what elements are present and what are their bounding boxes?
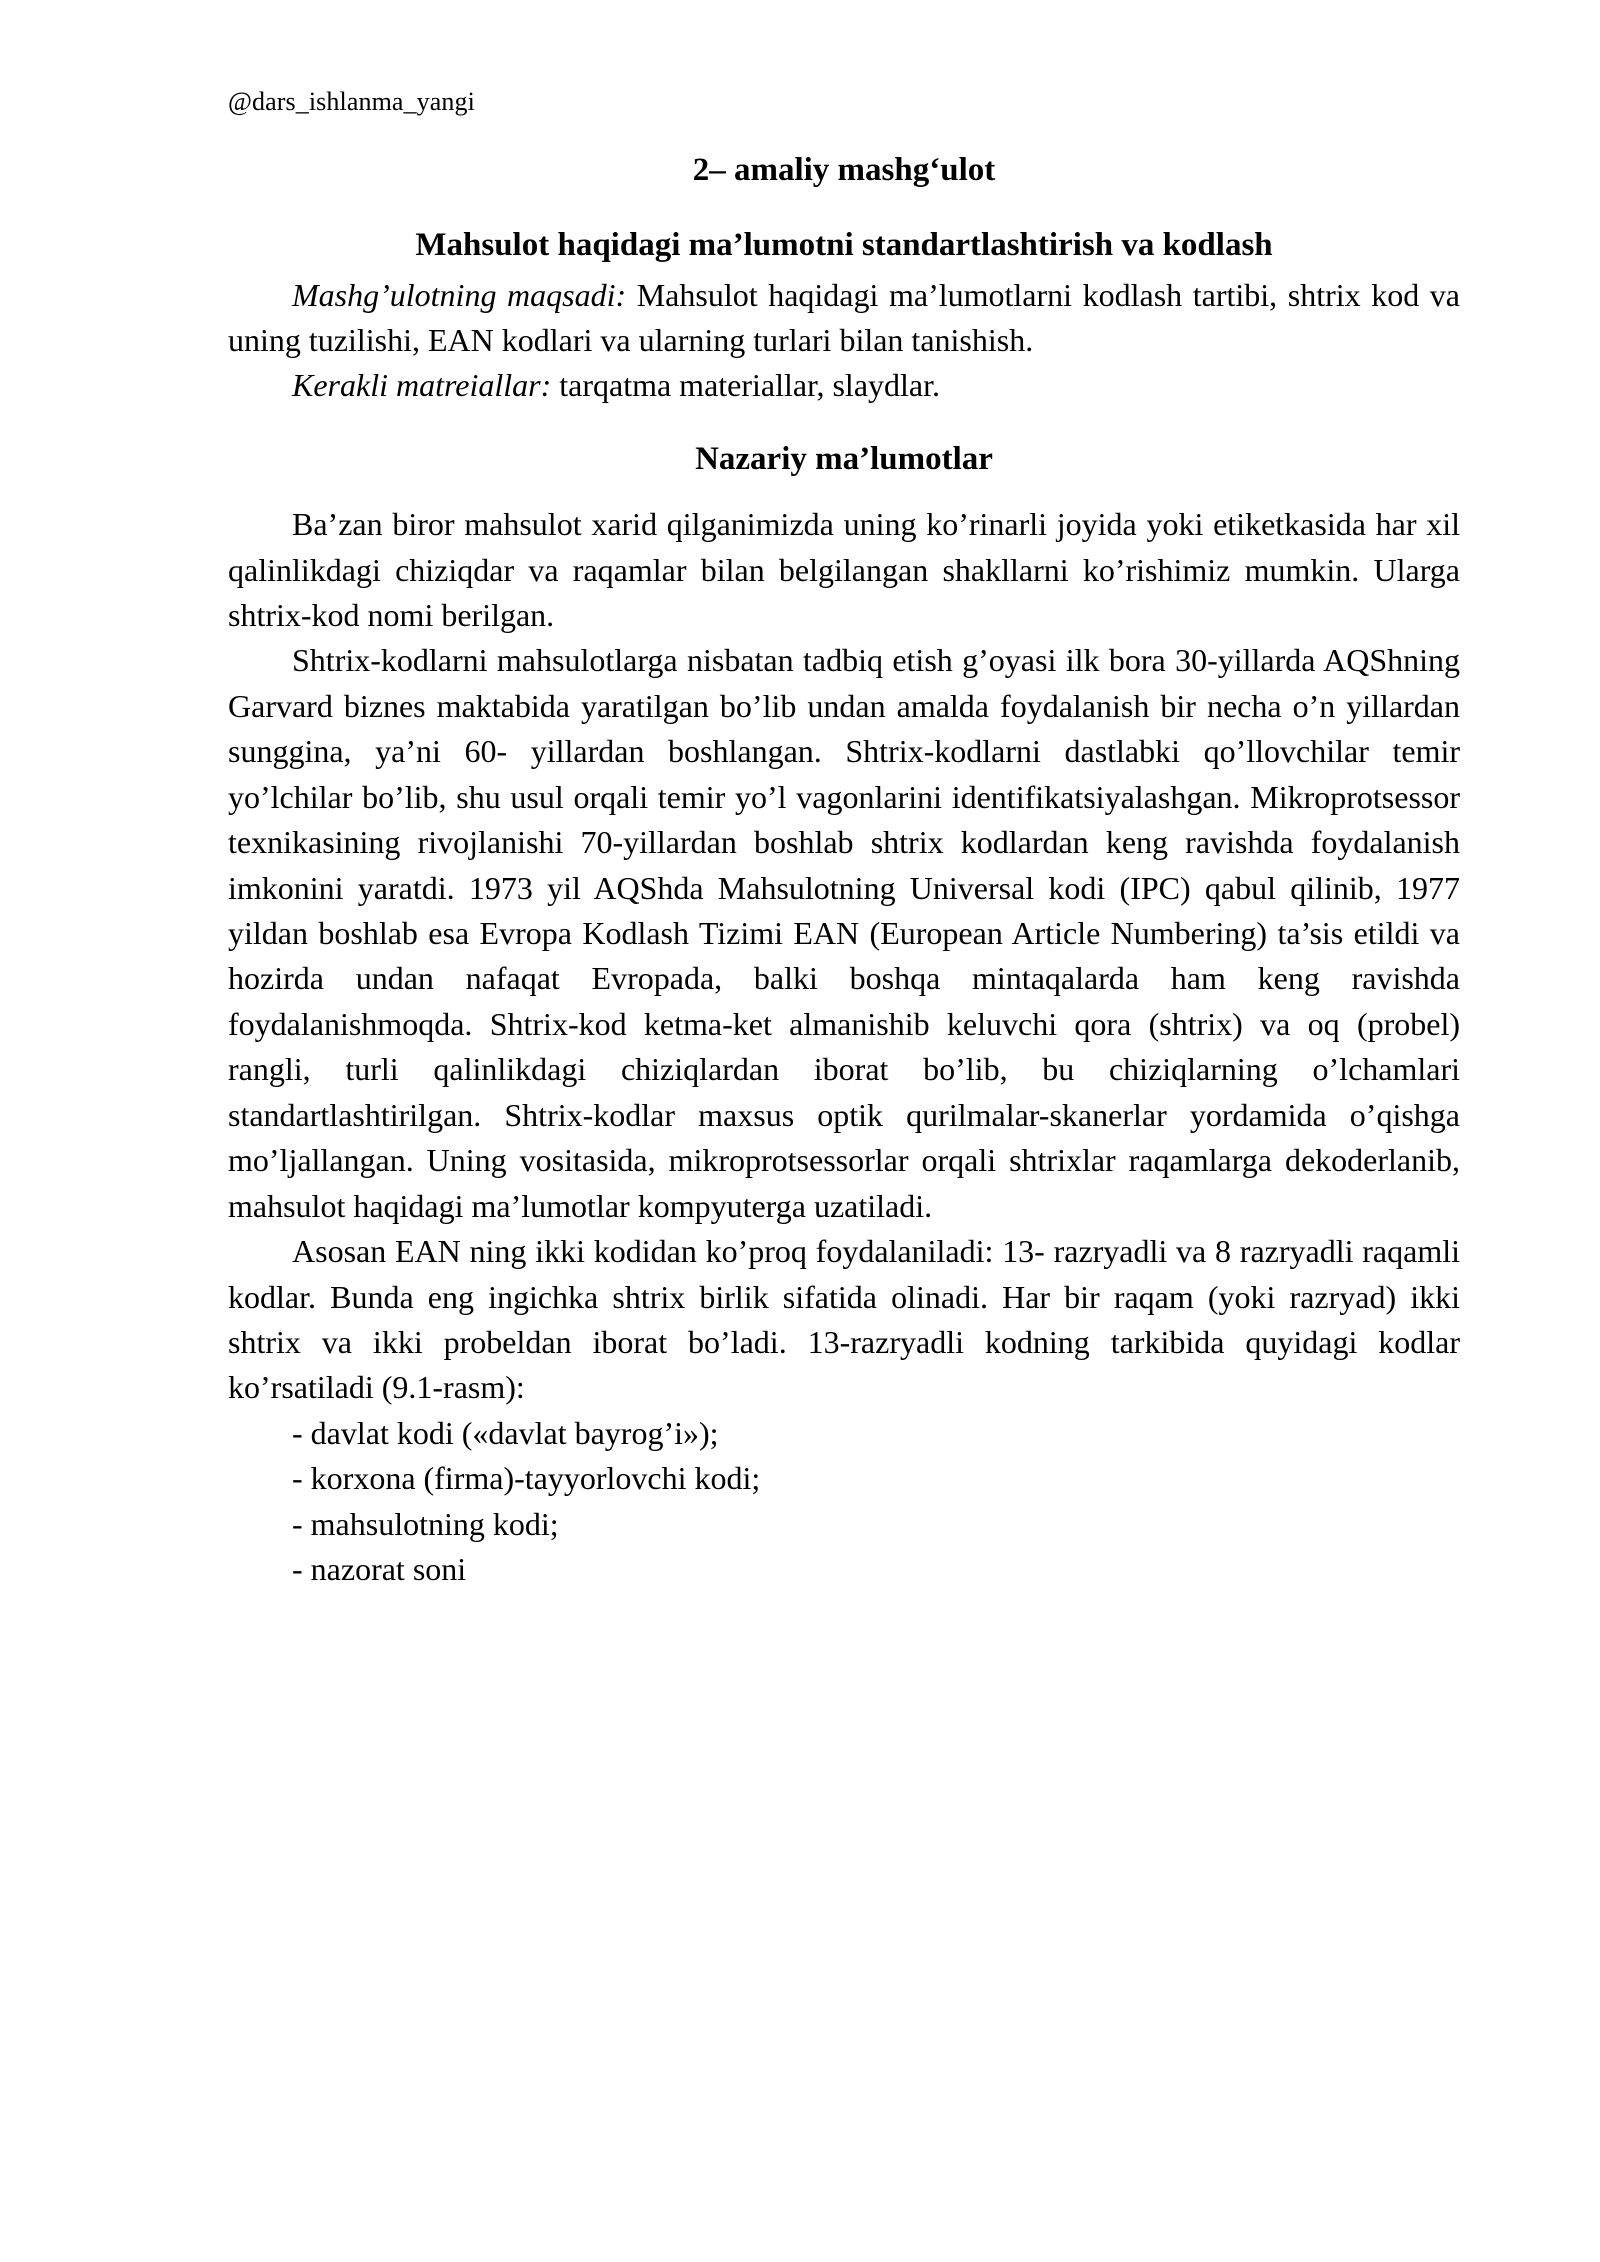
purpose-text: Mahsulot haqidagi ma’lumotlarni kodlash tartibi, shtrix kod va uning tuzilishi, EAN kodlari va ularning turlari bilan tanishish. bbox=[228, 276, 1461, 358]
list-item: - nazorat soni bbox=[292, 1551, 467, 1588]
list-item: - korxona (firma)-tayyorlovchi kodi; bbox=[292, 1460, 761, 1497]
body-paragraph-1: Ba’zan biror mahsulot xarid qilganimizda uning ko’rinarli joyida yoki etiketkasida har xil qalinlikdagi chiziqdar va raqamlar bilan belgilangan shakllarni ko’rishimiz mumkin. Ularga shtrix-kod nomi berilgan. bbox=[228, 506, 1460, 633]
purpose-label: Mashg’ulotning maqsadi: bbox=[292, 276, 627, 313]
materials-label: Kerakli matreiallar: bbox=[292, 367, 552, 404]
body-paragraph-3: Asosan EAN ning ikki kodidan ko’proq foydalaniladi: 13- razryadli va 8 razryadli raqamli kodlar. Bunda eng ingichka shtrix birlik sifatida olinadi. Har bir raqam (yoki razryad) ikki shtrix va ikki probeldan iborat bo’ladi. 13-razryadli kodning tarkibida quyidagi kodlar ko’rsatiladi (9.1-rasm): bbox=[228, 1233, 1460, 1406]
section-heading-theory: Nazariy ma’lumotlar bbox=[695, 440, 993, 477]
code-components-list bbox=[228, 1411, 1460, 1593]
list-item: - mahsulotning kodi; bbox=[292, 1505, 559, 1542]
running-head: @dars_ishlanma_yangi bbox=[228, 87, 475, 116]
materials-text: tarqatma materiallar, slaydlar. bbox=[551, 367, 940, 404]
body-paragraph-2: Shtrix-kodlarni mahsulotlarga nisbatan tadbiq etish g’oyasi ilk bora 30-yillarda AQShning Garvard biznes maktabida yaratilgan bo’lib undan amalda foydalanish bir necha o’n yillardan sunggina, ya’ni 60- yillardan boshlangan. Shtrix-kodlarni dastlabki qo’llovchilar temir yo’lchilar bo’lib, shu usul orqali temir yo’l vagonlarini identifikatsiyalashgan. Mikroprotsessor texnikasining rivojlanishi 70-yillardan boshlab shtrix kodlardan keng ravishda foydalanish imkonini yaratdi. 1973 yil AQShda Mahsulotning Universal kodi (IPC) qabul qilinib, 1977 yildan boshlab esa Evropa Kodlash Tizimi EAN (European Article Numbering) ta’sis etildi va hozirda undan nafaqat Evropada, balki boshqa mintaqalarda ham keng ravishda foydalanishmoqda. Shtrix-kod ketma-ket almanishib keluvchi qora (shtrix) va oq (probel) rangli, turli qalinlikdagi chiziqlardan iborat bo’lib, bu chiziqlarning o’lchamlari standartlashtirilgan. Shtrix-kodlar maxsus optik qurilmalar-skanerlar yordamida o’qishga mo’ljallangan. Uning vositasida, mikroprotsessorlar orqali shtrixlar raqamlarga dekoderlanib, mahsulot haqidagi ma’lumotlar kompyuterga uzatiladi. bbox=[228, 642, 1460, 1224]
page-title: 2– amaliy mashg‘ulot bbox=[692, 152, 996, 188]
list-item: - davlat kodi («davlat bayrog’i»); bbox=[292, 1414, 719, 1451]
document-subtitle: Mahsulot haqidagi ma’lumotni standartlashtirish va kodlash bbox=[415, 227, 1273, 264]
purpose-paragraph bbox=[228, 273, 1460, 364]
materials-paragraph bbox=[228, 363, 1460, 408]
document-body bbox=[228, 150, 1460, 1593]
